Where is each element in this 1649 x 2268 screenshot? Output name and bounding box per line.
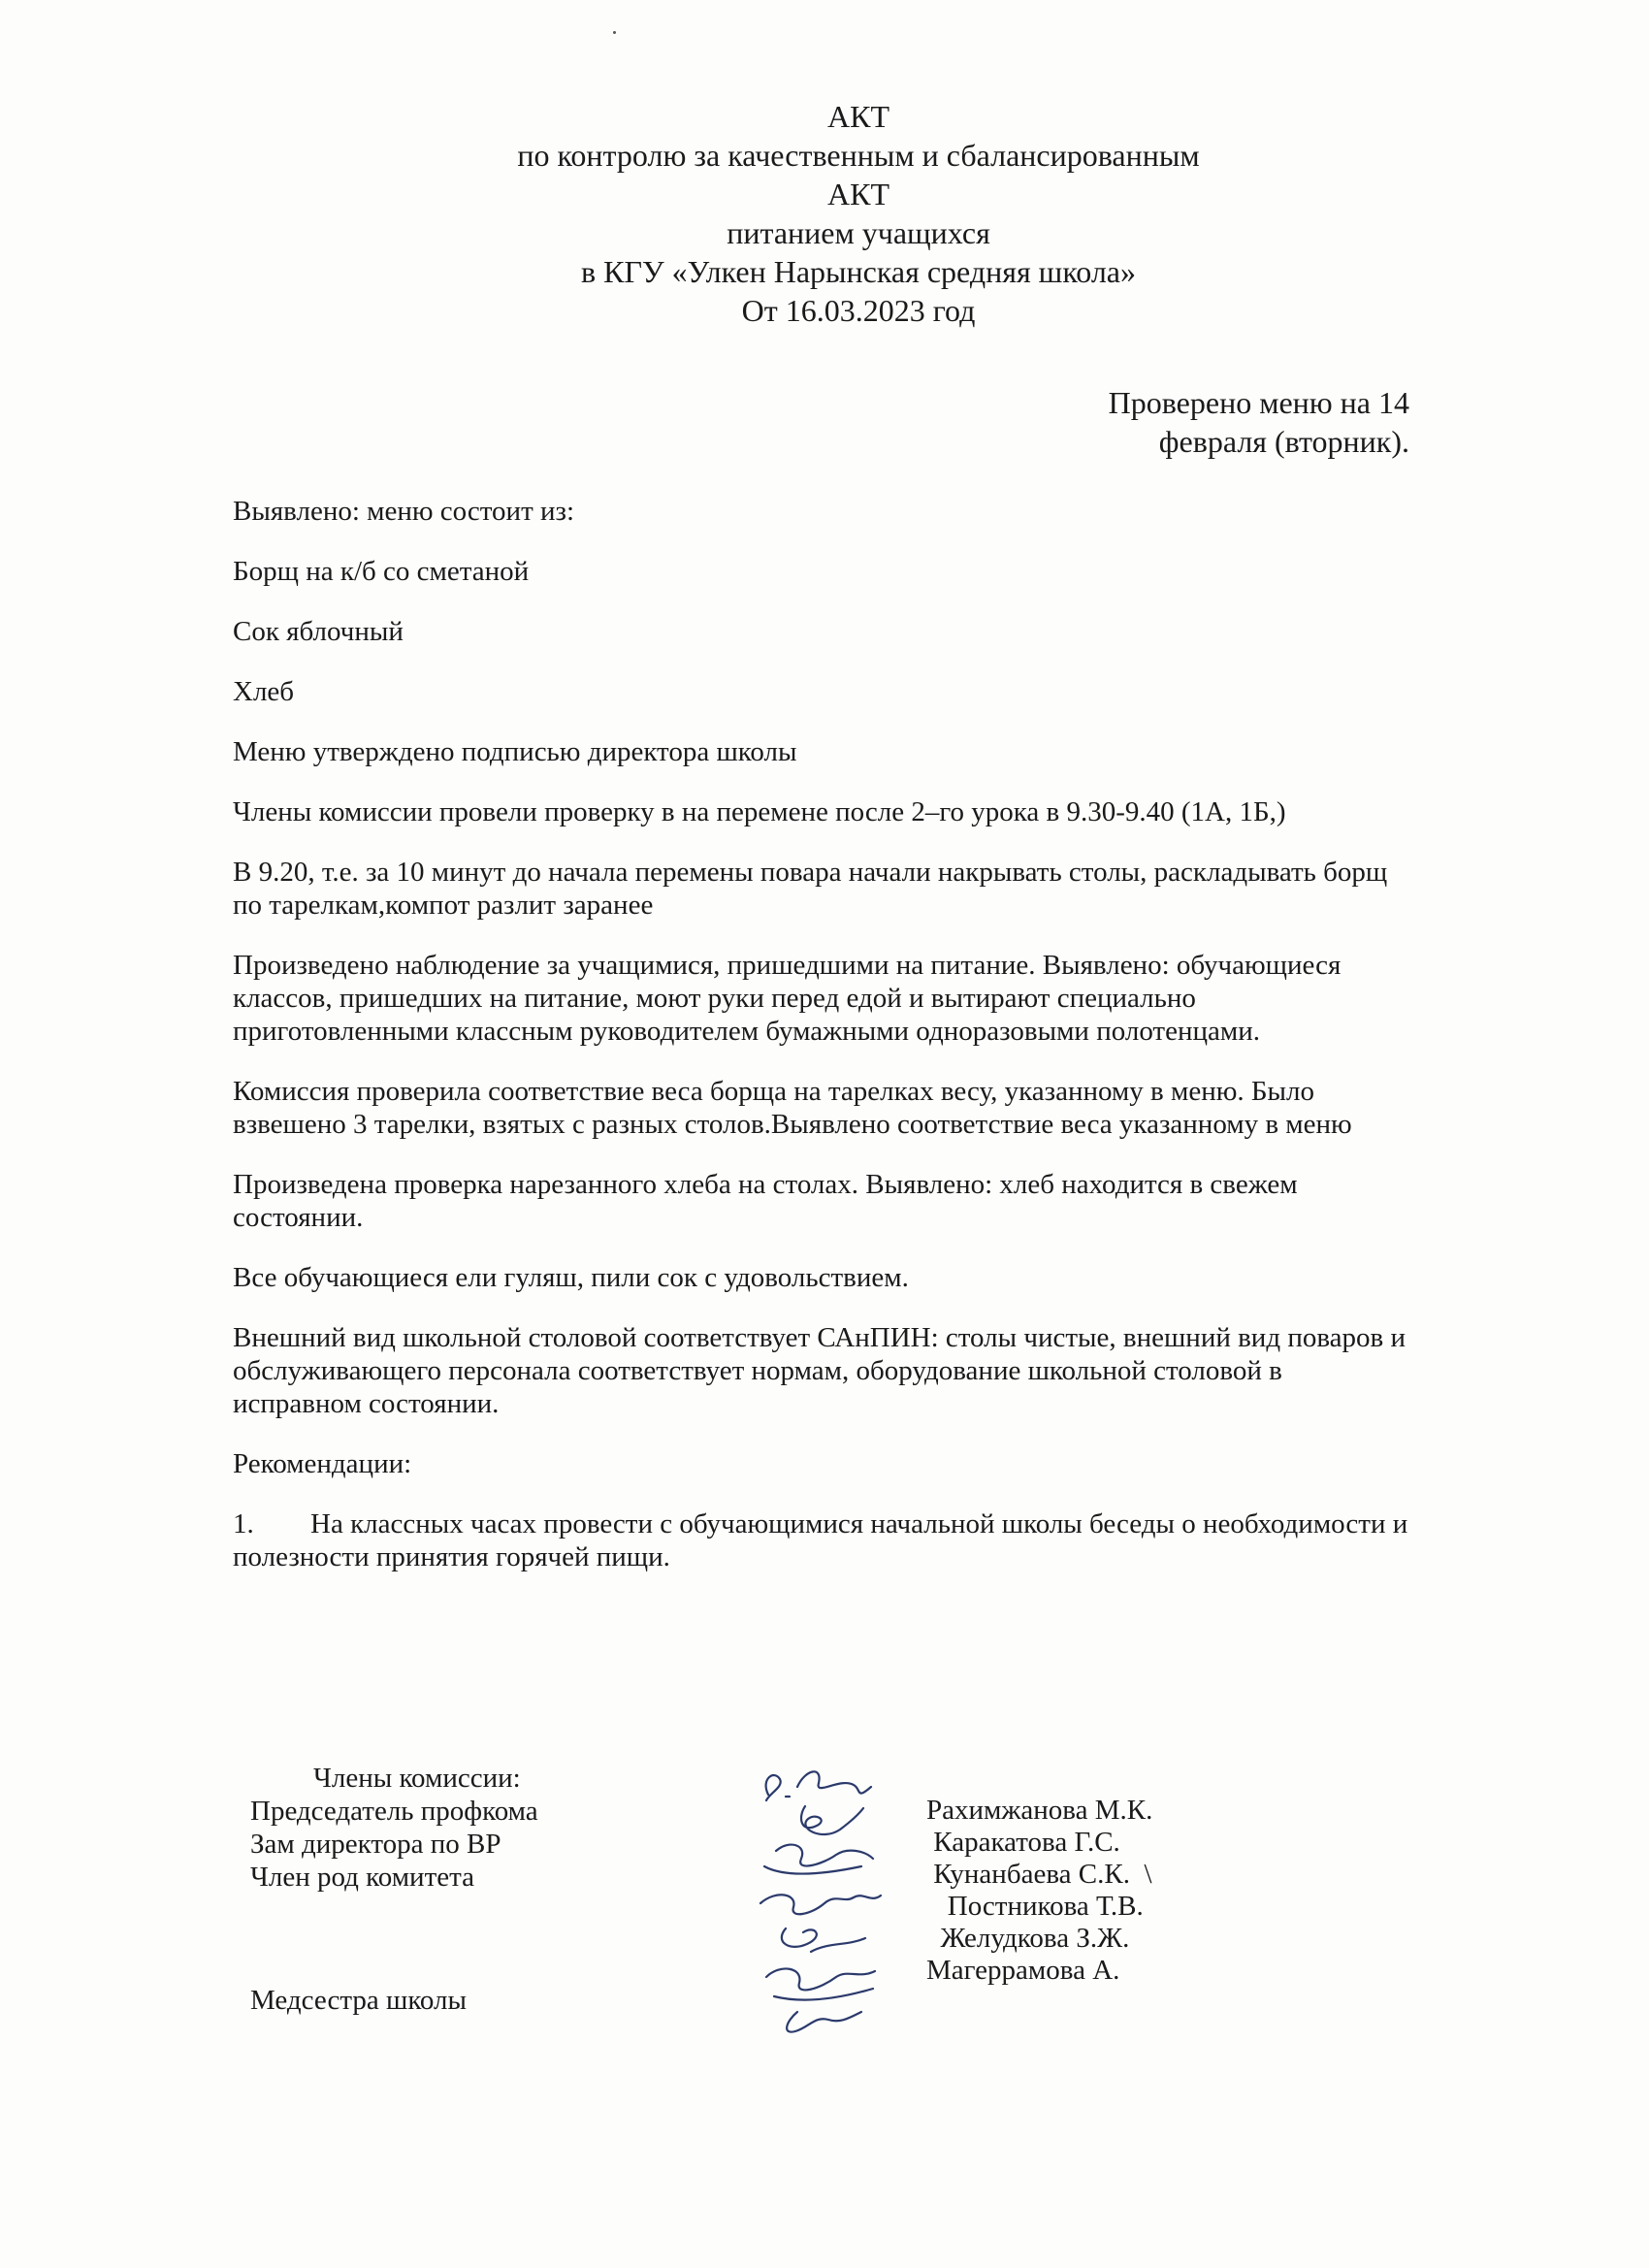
scan-speck <box>613 31 616 34</box>
recommendation-text: На классных часах провести с обучающимися начальной школы беседы о необходимости и полезности принятия горячей пищи. <box>233 1508 1408 1572</box>
menu-item: Сок яблочный <box>233 616 404 647</box>
committee-role: Зам директора по ВР <box>250 1829 501 1860</box>
menu-approved: Меню утверждено подписью директора школы <box>233 736 797 767</box>
paragraph-students-ate: Все обучающиеся ели гуляш, пили сок с удовольствием. <box>233 1262 909 1293</box>
recommendations-title: Рекомендации: <box>233 1448 412 1479</box>
committee-role: Председатель профкома <box>250 1796 538 1827</box>
recommendation-number: 1. <box>233 1508 254 1539</box>
checked-menu-note <box>944 383 1409 461</box>
header-school: в КГУ «Улкен Нарынская средняя школа» <box>581 254 1136 289</box>
committee-title: Члены комиссии: <box>313 1763 521 1794</box>
committee-names <box>926 1795 1152 1987</box>
member-name: Магеррамова А. <box>926 1955 1120 1986</box>
paragraph-weight-check: Комиссия проверила соответствие веса борща на тарелках весу, указанному в меню. Было взвешено 3 тарелки, взятых с разных столов.Выявлено соответствие веса указанному в меню <box>233 1076 1352 1140</box>
document-body <box>233 495 1416 1601</box>
paragraph-bread-check: Произведена проверка нарезанного хлеба на столах. Выявлено: хлеб находится в свежем состоянии. <box>233 1169 1298 1233</box>
header-subject: по контролю за качественным и сбалансированным <box>517 138 1200 173</box>
document-header <box>0 97 1649 330</box>
checked-line-2: февраля (вторник). <box>1158 424 1409 459</box>
recommendation-item <box>233 1507 1416 1573</box>
member-name: Желудкова З.Ж. <box>926 1923 1130 1954</box>
committee-block <box>250 1762 538 1894</box>
member-name: Рахимжанова М.К. <box>926 1795 1153 1826</box>
header-date: От 16.03.2023 год <box>741 293 976 328</box>
paragraph-inspection-time: Члены комиссии провели проверку в на перемене после 2–го урока в 9.30-9.40 (1А, 1Б,) <box>233 796 1286 827</box>
menu-item: Хлеб <box>233 676 295 707</box>
handwritten-signatures <box>747 1758 892 2039</box>
menu-intro: Выявлено: меню состоит из: <box>233 496 575 527</box>
header-subject-cont: питанием учащихся <box>727 215 990 250</box>
member-name: Кунанбаева С.К. \ <box>926 1859 1152 1890</box>
paragraph-table-setting: В 9.20, т.е. за 10 минут до начала перемены повара начали накрывать столы, раскладывать борщ по тарелкам,компот разлит заранее <box>233 857 1388 921</box>
menu-item: Борщ на к/б со сметаной <box>233 556 530 587</box>
committee-role-nurse: Медсестра школы <box>250 1985 468 2016</box>
paragraph-observation: Произведено наблюдение за учащимися, пришедшими на питание. Выявлено: обучающиеся классов, пришедших на питание, моют руки перед едой и вытирают специально приготовленными классным руководителем бумажными одноразовыми полотенцами. <box>233 950 1342 1047</box>
member-name: Каракатова Г.С. <box>926 1827 1120 1858</box>
committee-role: Член род комитета <box>250 1862 475 1893</box>
member-name: Постникова Т.В. <box>926 1891 1144 1922</box>
checked-line-1: Проверено меню на 14 <box>1108 385 1409 420</box>
header-act-title: АКТ <box>827 99 889 134</box>
paragraph-sanitary: Внешний вид школьной столовой соответствует САнПИН: столы чистые, внешний вид поваров и обслуживающего персонала соответствует нормам, оборудование школьной столовой в исправном состоянии. <box>233 1322 1406 1419</box>
header-act-title-repeat: АКТ <box>827 177 889 211</box>
